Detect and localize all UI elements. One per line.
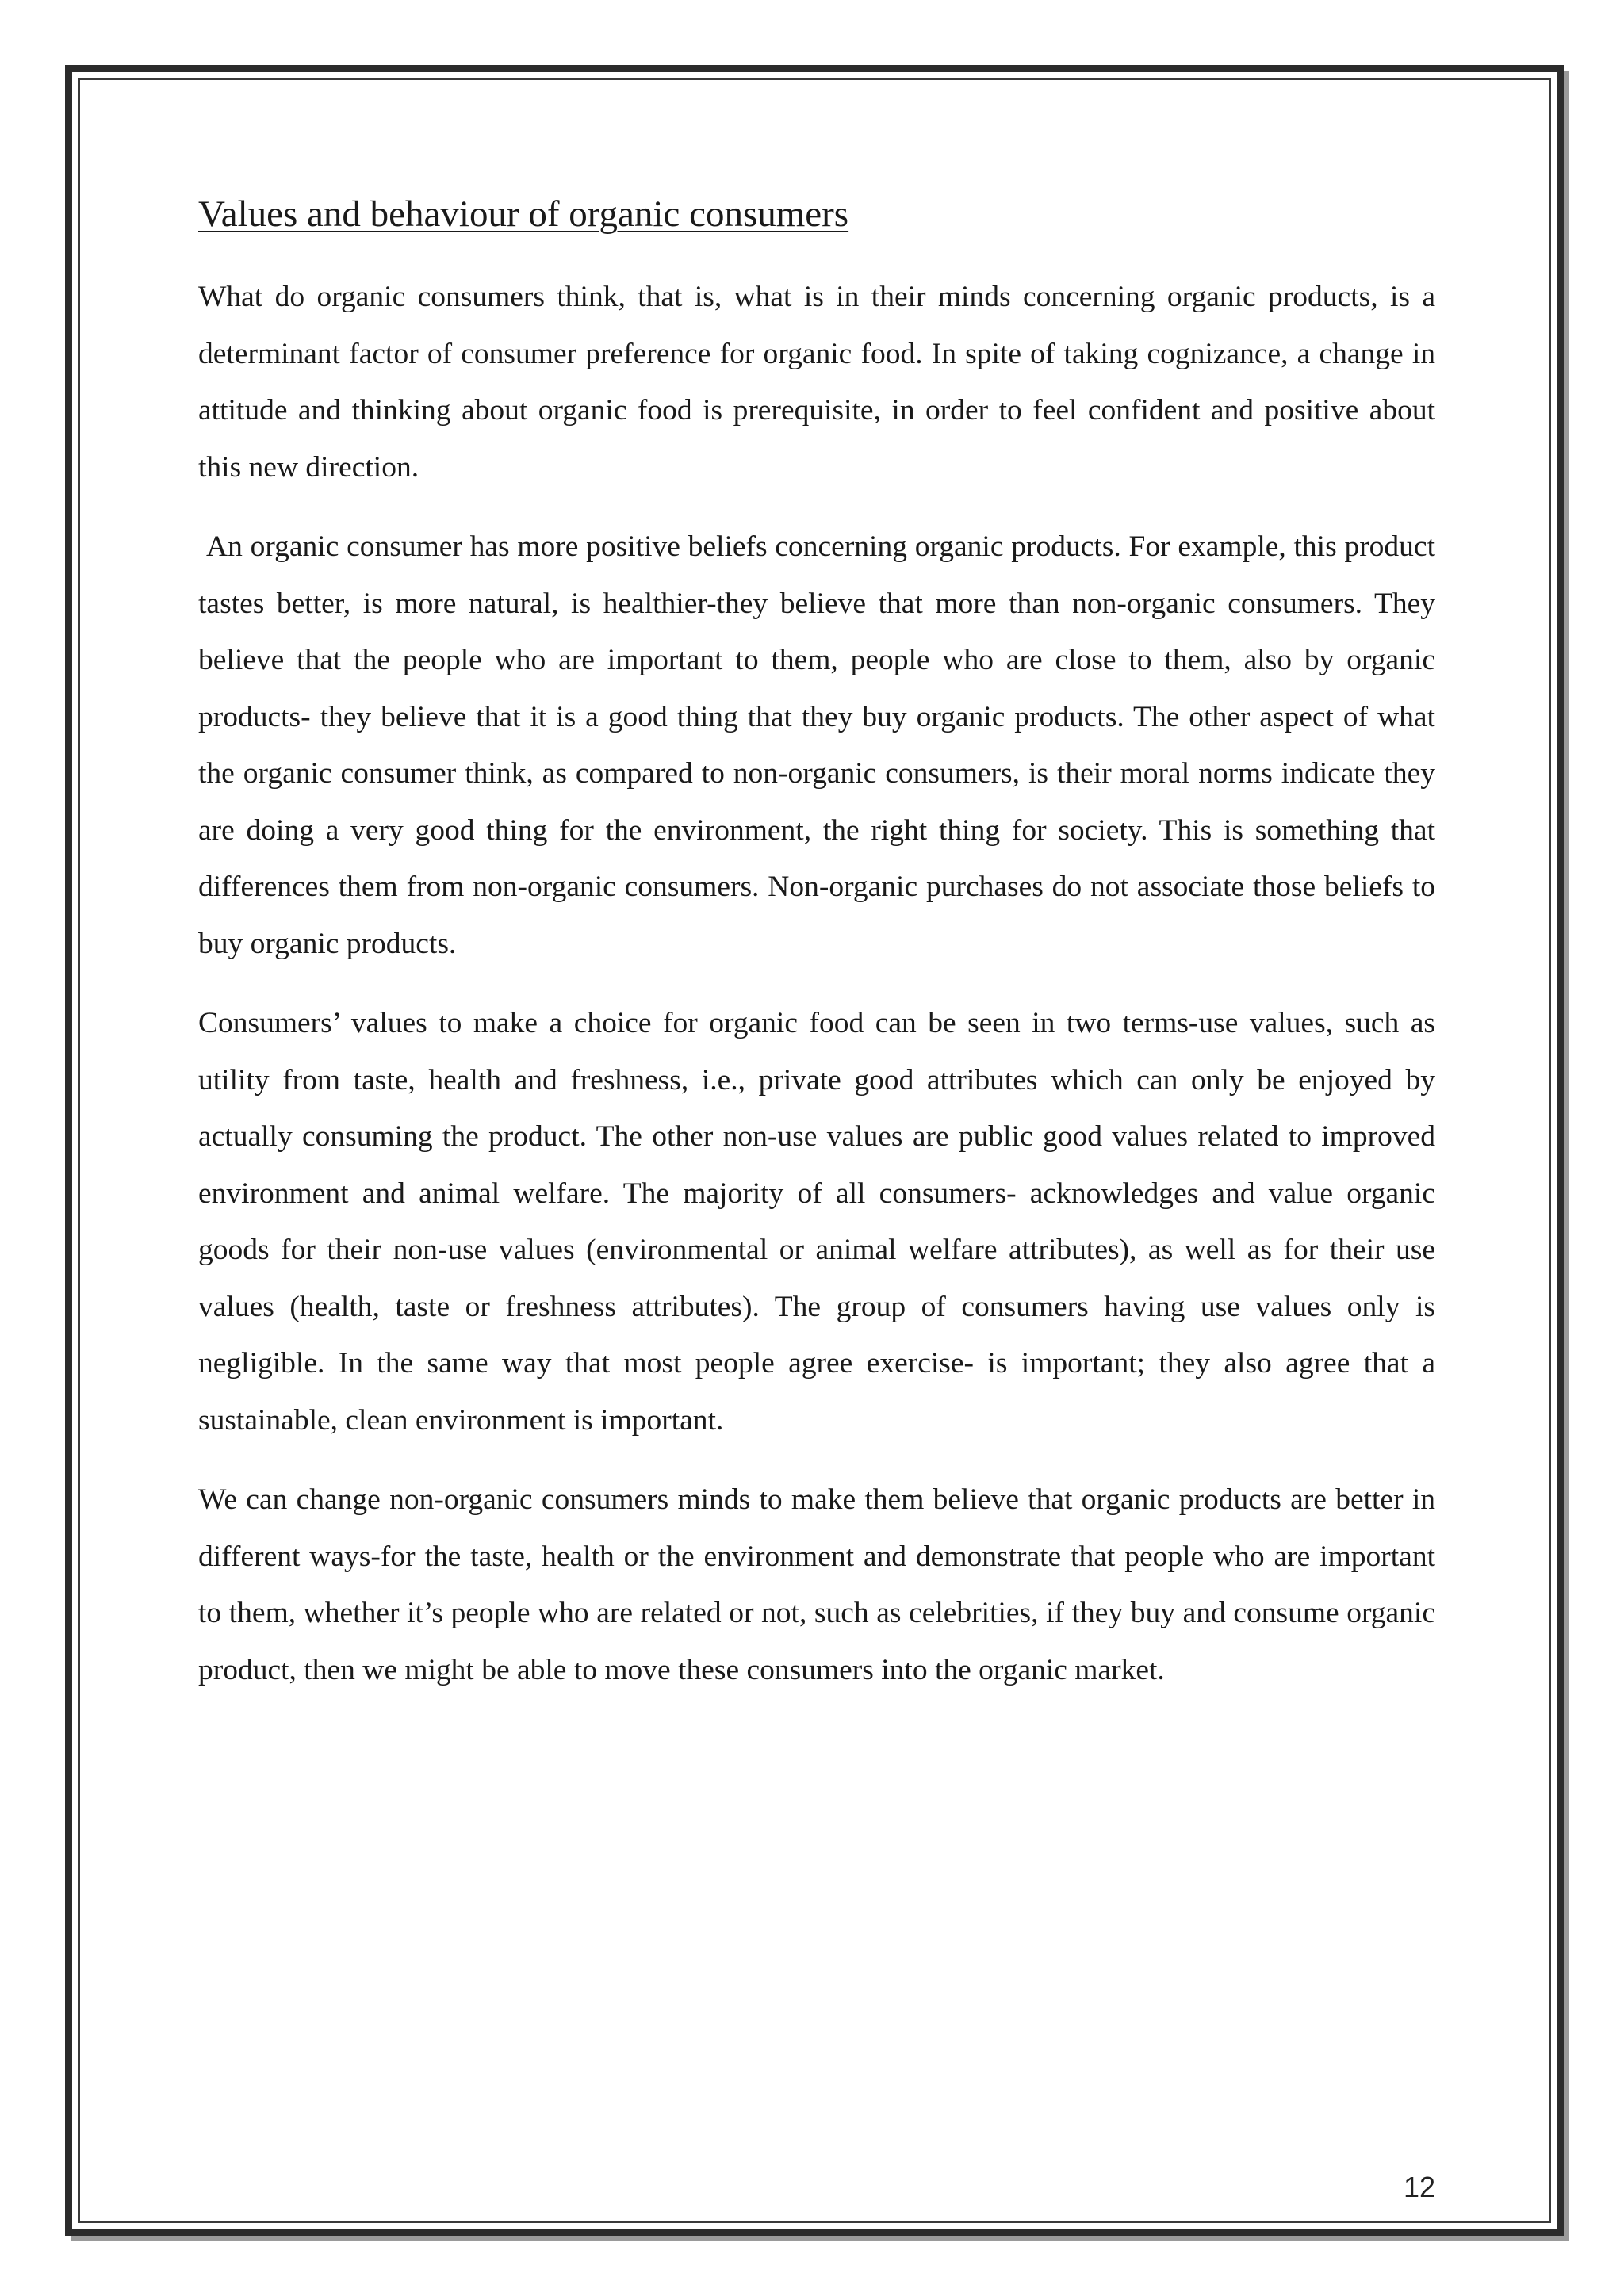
- paragraph-2: An organic consumer has more positive beliefs concerning organic products. For example, this product tastes better, is more natural, is healthier-they believe that more than non-organic consumers. They believe that the people who are important to them, people who are close to them, also by organic products- they believe that it is a good thing that they buy organic products. The other aspect of what the organic consumer think, as compared to non-organic consumers, is their moral norms indicate they are doing a very good thing for the environment, the right thing for society. This is something that differences them from non-organic consumers. Non-organic purchases do not associate those beliefs to buy organic products.: [198, 530, 1435, 960]
- paragraph-1: What do organic consumers think, that is, what is in their minds concerning organic products, is a determinant factor of consumer preference for organic food. In spite of taking cognizance, a change in attitude and thinking about organic food is prerequisite, in order to feel confident and positive about this new direction.: [198, 281, 1435, 484]
- page-number: 12: [1403, 2171, 1435, 2203]
- section-heading: Values and behaviour of organic consumers: [198, 193, 849, 235]
- paragraph-4: We can change non-organic consumers minds to make them believe that organic products are better in different ways-for the taste, health or the environment and demonstrate that people who are important to them, whether it’s people who are related or not, such as celebrities, if they buy and consume organic product, then we might be able to move these consumers into the organic market.: [198, 1483, 1435, 1686]
- paragraph-3: Consumers’ values to make a choice for organic food can be seen in two terms-use values, such as utility from taste, health and freshness, i.e., private good attributes which can only be enjoyed by actually consuming the product. The other non-use values are public good values related to improved environment and animal welfare. The majority of all consumers- acknowledges and value organic goods for their non-use values (environmental or animal welfare attributes), as well as for their use values (health, taste or freshness attributes). The group of consumers having use values only is negligible. In the same way that most people agree exercise- is important; they also agree that a sustainable, clean environment is important.: [198, 1007, 1435, 1437]
- page-content: [198, 190, 1435, 1721]
